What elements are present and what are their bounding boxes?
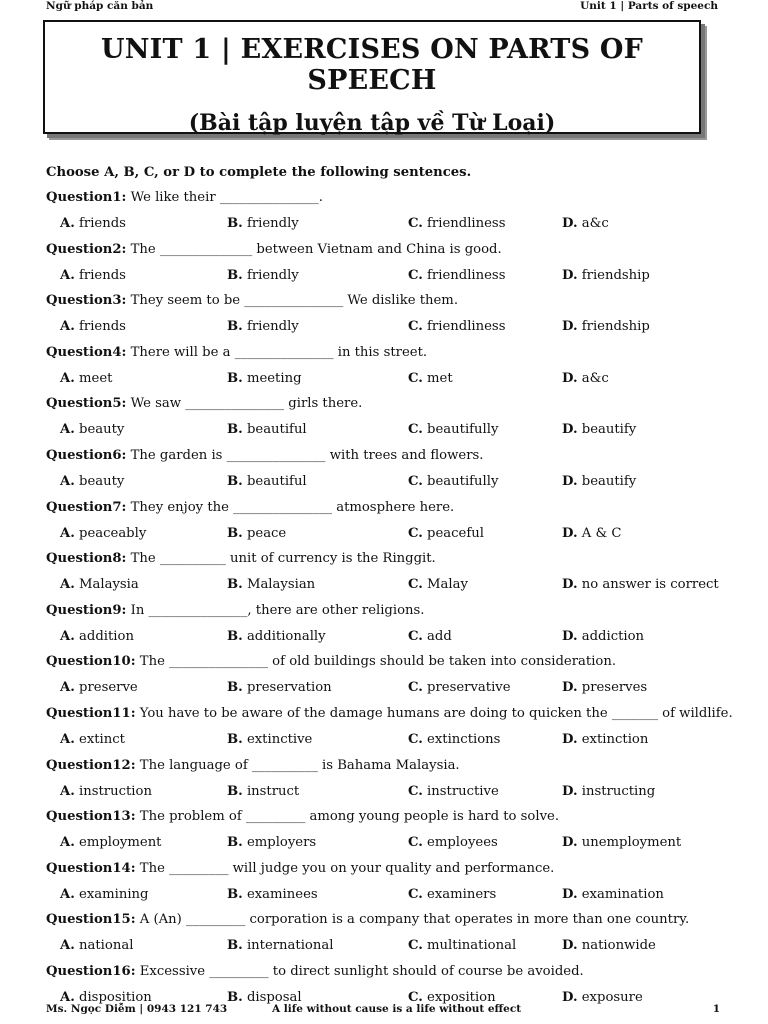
answer-option [408, 474, 498, 489]
option-text: friendly [242, 216, 299, 231]
option-letter: A. [60, 525, 75, 541]
option-letter: B. [227, 474, 243, 489]
option-letter: C. [408, 216, 423, 231]
option-letter: D. [562, 938, 578, 954]
option-text: peaceably [74, 525, 147, 541]
answer-option [562, 526, 622, 541]
option-letter: B. [227, 938, 243, 954]
question-sentence: In _______________, there are other religions. [126, 602, 425, 618]
option-letter: D. [562, 319, 578, 335]
option-letter: C. [408, 628, 423, 644]
option-letter: B. [227, 835, 243, 851]
question-sentence: The __________ unit of currency is the Ringgit. [126, 551, 436, 567]
option-letter: B. [227, 680, 243, 696]
option-text: international [242, 938, 334, 954]
option-text: friends [74, 267, 126, 283]
question-sentence: We saw _______________ girls there. [126, 396, 363, 412]
question-text [46, 706, 733, 721]
option-letter: C. [408, 783, 423, 799]
answer-option [227, 526, 286, 541]
answer-option [227, 371, 302, 386]
question-label: Question15: [46, 912, 136, 928]
question-label: Question11: [46, 706, 136, 721]
answer-options [60, 629, 740, 647]
question-text [46, 603, 425, 618]
option-text: extinction [577, 732, 649, 747]
answer-options [60, 938, 740, 956]
option-text: extinctive [242, 732, 313, 747]
answer-options [60, 371, 740, 389]
answer-options [60, 526, 740, 544]
option-text: beautifully [422, 474, 499, 489]
answer-option [60, 835, 161, 850]
option-letter: A. [60, 628, 75, 644]
answer-options [60, 732, 740, 750]
answer-option [227, 784, 299, 799]
question-text [46, 345, 427, 360]
option-text: friendliness [422, 216, 506, 231]
option-text: examining [74, 886, 149, 902]
page-subtitle: (Bài tập luyện tập về Từ Loại) [188, 110, 556, 136]
question-text [46, 551, 436, 566]
option-text: beauty [74, 422, 125, 438]
option-text: friendliness [422, 267, 506, 283]
question-label: Question4: [46, 344, 127, 360]
option-text: peace [242, 525, 287, 541]
option-letter: A. [60, 886, 75, 902]
option-letter: A. [60, 267, 75, 283]
answer-option [562, 422, 636, 437]
question-label: Question8: [46, 551, 127, 567]
option-letter: B. [227, 628, 243, 644]
option-letter: B. [227, 886, 243, 902]
answer-option [562, 887, 664, 902]
question-sentence: The _________ will judge you on your quality and performance. [135, 860, 555, 876]
option-text: preserves [577, 680, 648, 696]
option-letter: B. [227, 990, 243, 1005]
option-text: preservative [422, 680, 511, 696]
option-text: examiners [422, 886, 497, 902]
option-text: friendship [577, 319, 650, 335]
answer-option [408, 887, 496, 902]
question-text [46, 190, 323, 205]
option-text: a&c [577, 216, 609, 231]
option-letter: C. [408, 732, 423, 747]
option-letter: D. [562, 525, 578, 541]
option-text: Malay [422, 577, 468, 593]
option-text: add [422, 628, 452, 644]
answer-option [562, 629, 644, 644]
answer-option [227, 629, 326, 644]
option-letter: C. [408, 938, 423, 954]
option-letter: C. [408, 267, 423, 283]
option-letter: D. [562, 474, 578, 489]
option-letter: D. [562, 370, 578, 386]
answer-option [408, 938, 516, 953]
option-letter: B. [227, 319, 243, 335]
option-letter: A. [60, 835, 75, 851]
option-text: preserve [74, 680, 138, 696]
answer-options [60, 474, 740, 492]
option-letter: B. [227, 732, 243, 747]
footer-motto: A life without cause is a life without effect [272, 1003, 522, 1015]
answer-option [227, 474, 307, 489]
option-text: friendliness [422, 319, 506, 335]
question-label: Question1: [46, 190, 127, 205]
answer-option [227, 887, 318, 902]
answer-option [227, 216, 299, 231]
question-text [46, 500, 454, 515]
option-text: beautiful [242, 474, 307, 489]
option-text: instructive [422, 783, 499, 799]
option-letter: B. [227, 525, 243, 541]
answer-option [60, 371, 112, 386]
answer-options [60, 835, 740, 853]
option-letter: A. [60, 216, 75, 231]
option-letter: D. [562, 680, 578, 696]
answer-option [562, 732, 648, 747]
question-sentence: We like their _______________. [126, 190, 323, 205]
option-letter: D. [562, 732, 578, 747]
footer-author: Ms. Ngọc Diễm | 0943 121 743 [46, 1003, 228, 1015]
answer-option [60, 474, 124, 489]
answer-option [227, 577, 315, 592]
page-footer [0, 1003, 768, 1019]
option-text: employers [242, 835, 317, 851]
question-sentence: The garden is _______________ with trees and flowers. [126, 448, 484, 463]
question-label: Question9: [46, 602, 127, 618]
answer-option [408, 216, 505, 231]
header-left: Ngữ pháp căn bản [46, 0, 154, 12]
answer-option [60, 216, 126, 231]
option-letter: C. [408, 680, 423, 696]
option-text: employment [74, 835, 162, 851]
title-box [43, 20, 701, 134]
answer-option [227, 422, 307, 437]
answer-option [408, 319, 505, 334]
answer-option [408, 422, 498, 437]
option-text: exposition [422, 990, 496, 1005]
option-letter: C. [408, 835, 423, 851]
answer-option [227, 319, 299, 334]
question-text [46, 964, 584, 979]
answer-option [562, 835, 681, 850]
question-text [46, 809, 559, 824]
option-text: peaceful [422, 525, 484, 541]
option-text: national [74, 938, 134, 954]
option-letter: A. [60, 422, 75, 438]
option-letter: A. [60, 783, 75, 799]
page-title: UNIT 1 | EXERCISES ON PARTS OF SPEECH [101, 34, 643, 96]
option-text: beautify [577, 474, 637, 489]
option-letter: D. [562, 990, 578, 1005]
question-sentence: Excessive _________ to direct sunlight should of course be avoided. [135, 964, 584, 979]
answer-option [408, 629, 452, 644]
option-text: nationwide [577, 938, 656, 954]
option-letter: A. [60, 319, 75, 335]
question-sentence: There will be a _______________ in this street. [126, 344, 428, 360]
question-label: Question16: [46, 964, 136, 979]
option-text: beautiful [242, 422, 307, 438]
option-letter: A. [60, 370, 75, 386]
question-sentence: A (An) _________ corporation is a company that operates in more than one country. [135, 912, 690, 928]
option-text: Malaysia [74, 577, 139, 593]
answer-option [562, 319, 650, 334]
question-sentence: The ______________ between Vietnam and China is good. [126, 241, 502, 257]
option-letter: C. [408, 474, 423, 489]
answer-option [227, 680, 332, 695]
option-letter: B. [227, 783, 243, 799]
question-sentence: They enjoy the _______________ atmosphere here. [126, 499, 455, 515]
answer-option [60, 887, 149, 902]
question-label: Question10: [46, 654, 136, 670]
answer-options [60, 422, 740, 440]
option-letter: B. [227, 577, 243, 593]
answer-option [227, 732, 312, 747]
option-letter: D. [562, 267, 578, 283]
answer-option [408, 371, 453, 386]
answer-options [60, 784, 740, 802]
option-text: instructing [577, 783, 656, 799]
question-sentence: They seem to be _______________ We dislike them. [126, 293, 459, 309]
option-text: no answer is correct [577, 577, 719, 593]
question-text [46, 912, 689, 927]
answer-options [60, 319, 740, 337]
answer-option [60, 784, 152, 799]
option-text: friends [74, 319, 126, 335]
answer-option [408, 268, 505, 283]
question-text [46, 654, 616, 669]
option-letter: C. [408, 886, 423, 902]
answer-options [60, 680, 740, 698]
option-text: Malaysian [242, 577, 316, 593]
question-label: Question13: [46, 809, 136, 825]
option-letter: D. [562, 835, 578, 851]
option-text: addiction [577, 628, 645, 644]
option-text: examinees [242, 886, 318, 902]
page-header [0, 0, 768, 14]
question-text [46, 293, 458, 308]
page-number: 1 [712, 1003, 720, 1015]
option-letter: C. [408, 577, 423, 593]
option-letter: D. [562, 577, 578, 593]
option-text: disposition [74, 990, 152, 1005]
option-text: multinational [422, 938, 517, 954]
answer-option [60, 526, 146, 541]
question-label: Question12: [46, 757, 136, 773]
option-letter: B. [227, 216, 243, 231]
answer-options [60, 577, 740, 595]
option-letter: C. [408, 319, 423, 335]
question-sentence: The problem of _________ among young people is hard to solve. [135, 809, 560, 825]
answer-option [408, 732, 500, 747]
answer-option [60, 938, 133, 953]
option-letter: D. [562, 886, 578, 902]
option-letter: A. [60, 474, 75, 489]
answer-option [60, 422, 124, 437]
option-text: employees [422, 835, 498, 851]
option-text: met [422, 370, 453, 386]
answer-options [60, 268, 740, 286]
answer-option [562, 216, 609, 231]
option-text: beautifully [422, 422, 499, 438]
option-text: meeting [242, 370, 302, 386]
option-text: friendly [242, 319, 299, 335]
option-text: disposal [242, 990, 302, 1005]
option-letter: A. [60, 990, 75, 1005]
question-label: Question6: [46, 448, 127, 463]
question-sentence: The language of __________ is Bahama Malaysia. [135, 757, 460, 773]
option-text: A & C [577, 525, 622, 541]
option-text: friends [74, 216, 126, 231]
option-letter: D. [562, 783, 578, 799]
question-label: Question14: [46, 860, 136, 876]
option-text: instruction [74, 783, 152, 799]
option-text: addition [74, 628, 134, 644]
option-text: friendship [577, 267, 650, 283]
header-right: Unit 1 | Parts of speech [580, 0, 718, 12]
instruction: Choose A, B, C, or D to complete the following sentences. [46, 165, 472, 180]
question-text [46, 861, 554, 876]
option-letter: B. [227, 267, 243, 283]
question-label: Question2: [46, 241, 127, 257]
answer-options [60, 216, 740, 234]
option-letter: C. [408, 370, 423, 386]
option-text: instruct [242, 783, 300, 799]
answer-option [408, 526, 484, 541]
question-sentence: You have to be aware of the damage humans are doing to quicken the _______ of wildlife. [135, 706, 733, 721]
option-letter: A. [60, 680, 75, 696]
question-text [46, 396, 362, 411]
option-letter: D. [562, 216, 578, 231]
answer-option [60, 319, 126, 334]
option-text: beautify [577, 422, 637, 438]
answer-option [408, 680, 511, 695]
question-text [46, 242, 502, 257]
option-text: examination [577, 886, 664, 902]
answer-option [408, 784, 499, 799]
option-text: beauty [74, 474, 125, 489]
option-text: meet [74, 370, 113, 386]
option-letter: C. [408, 422, 423, 438]
option-text: additionally [242, 628, 326, 644]
option-letter: D. [562, 422, 578, 438]
answer-option [408, 835, 498, 850]
answer-option [60, 732, 125, 747]
answer-option [227, 835, 316, 850]
question-text [46, 448, 483, 463]
option-text: a&c [577, 370, 609, 386]
option-text: unemployment [577, 835, 682, 851]
option-text: friendly [242, 267, 299, 283]
answer-option [227, 268, 299, 283]
answer-options [60, 887, 740, 905]
option-letter: A. [60, 938, 75, 954]
answer-option [562, 680, 647, 695]
question-label: Question5: [46, 396, 127, 412]
answer-option [227, 938, 333, 953]
option-letter: B. [227, 370, 243, 386]
option-letter: B. [227, 422, 243, 438]
question-label: Question3: [46, 293, 127, 309]
option-text: extinctions [422, 732, 501, 747]
option-letter: A. [60, 732, 75, 747]
option-letter: C. [408, 990, 423, 1005]
option-text: exposure [577, 990, 643, 1005]
answer-option [408, 577, 468, 592]
answer-option [60, 680, 138, 695]
answer-option [562, 784, 655, 799]
option-letter: C. [408, 525, 423, 541]
question-text [46, 758, 460, 773]
option-letter: A. [60, 577, 75, 593]
option-text: preservation [242, 680, 332, 696]
answer-option [60, 268, 126, 283]
answer-option [562, 577, 719, 592]
answer-option [562, 938, 656, 953]
option-text: extinct [74, 732, 125, 747]
answer-option [60, 629, 134, 644]
answer-option [60, 577, 139, 592]
answer-option [562, 474, 636, 489]
answer-option [562, 371, 609, 386]
question-sentence: The _______________ of old buildings should be taken into consideration. [135, 654, 617, 670]
question-label: Question7: [46, 499, 127, 515]
option-letter: D. [562, 628, 578, 644]
answer-option [562, 268, 650, 283]
